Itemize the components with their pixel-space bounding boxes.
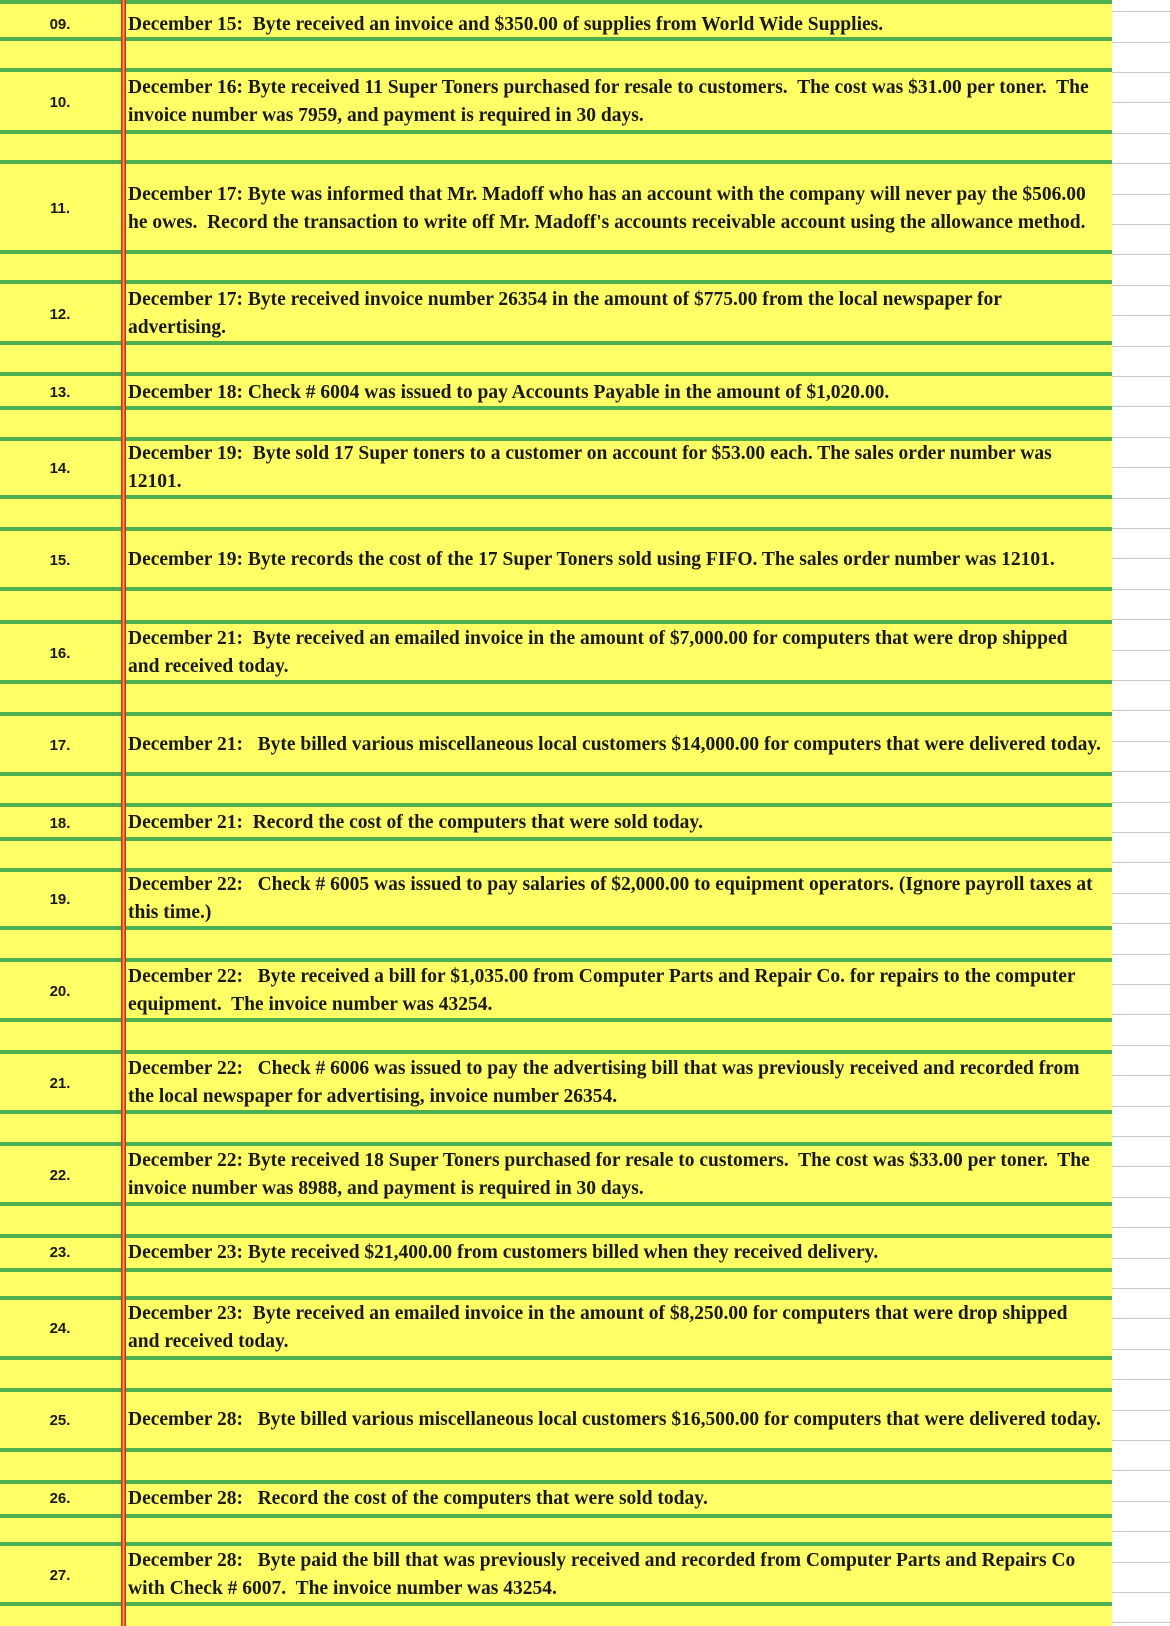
entry-text: December 21: Byte billed various miscellaneous local customers $14,000.00 for computers that were delivered today. xyxy=(128,734,1101,755)
entry-text: December 17: Byte received invoice number 26354 in the amount of $775.00 from the local newspaper for advertising. xyxy=(128,289,1007,338)
cell-gridline xyxy=(1112,254,1170,255)
cell-gridline xyxy=(1112,710,1170,711)
cell-gridline xyxy=(1112,1166,1170,1167)
entry-number: 17. xyxy=(49,736,71,754)
row-separator xyxy=(0,1268,1112,1272)
entry-text: December 22: Byte received 18 Super Toners purchased for resale to customers. The cost was $33.00 per toner. The invoice number was 8988, and payment is required in 30 days. xyxy=(128,1150,1095,1199)
cell-gridline xyxy=(1112,406,1170,407)
cell-gridline xyxy=(1112,498,1170,499)
entry-text: December 23: Byte received $21,400.00 from customers billed when they received delivery. xyxy=(128,1241,879,1263)
cell-gridline xyxy=(1112,862,1170,863)
cell-gridline xyxy=(1112,1288,1170,1289)
entry-number: 23. xyxy=(49,1244,71,1261)
cell-gridline xyxy=(1112,1106,1170,1107)
cell-gridline xyxy=(1112,1349,1170,1350)
entry-text: December 22: Byte received a bill for $1,035.00 from Computer Parts and Repair Co. for repairs to the computer equipment. The invoice number was 43254. xyxy=(128,966,1081,1015)
list-item xyxy=(0,962,1112,1020)
cell-gridline xyxy=(1112,1258,1170,1259)
cell-gridline xyxy=(1112,832,1170,833)
entry-number: 18. xyxy=(49,814,71,832)
cell-gridline xyxy=(1112,72,1170,73)
cell-gridline xyxy=(1112,1501,1170,1502)
list-item xyxy=(0,1146,1112,1204)
list-item xyxy=(0,73,1112,131)
cell-gridline xyxy=(1112,1531,1170,1532)
cell-gridline xyxy=(1112,1379,1170,1380)
cell-gridline xyxy=(1112,1136,1170,1137)
entry-number: 16. xyxy=(49,644,71,662)
entry-number: 24. xyxy=(49,1319,71,1337)
entry-number: 11. xyxy=(49,200,71,217)
cell-gridline xyxy=(1112,680,1170,681)
entry-number: 15. xyxy=(49,551,71,569)
entry-number: 13. xyxy=(49,384,71,401)
cell-gridline xyxy=(1112,619,1170,620)
entry-text: December 18: Check # 6004 was issued to pay Accounts Payable in the amount of $1,020.00. xyxy=(128,381,890,403)
cell-gridline xyxy=(1112,589,1170,590)
list-item xyxy=(0,1483,1112,1514)
list-item xyxy=(0,439,1112,497)
list-item xyxy=(0,1054,1112,1112)
cell-gridline xyxy=(1112,650,1170,651)
cell-gridline xyxy=(1112,346,1170,347)
entry-number: 22. xyxy=(49,1166,71,1184)
entry-number: 12. xyxy=(49,305,71,323)
entry-text: December 21: Byte received an emailed invoice in the amount of $7,000.00 for computers that were drop shipped and received today. xyxy=(128,628,1073,677)
cell-gridline xyxy=(1112,954,1170,955)
cell-gridline xyxy=(1112,741,1170,742)
entry-text: December 28: Byte paid the bill that was previously received and recorded from Computer Parts and Repairs Co with Check # 6007. The invoice number was 43254. xyxy=(128,1550,1081,1599)
cell-gridline xyxy=(1112,1622,1170,1623)
list-item xyxy=(0,165,1112,252)
entry-text: December 15: Byte received an invoice and $350.00 of supplies from World Wide Supplies. xyxy=(128,13,884,35)
entry-text: December 19: Byte records the cost of the 17 Super Toners sold using FIFO. The sales order number was 12101. xyxy=(128,549,1055,570)
cell-gridline xyxy=(1112,11,1170,12)
cell-gridline xyxy=(1112,1318,1170,1319)
entry-number: 14. xyxy=(49,459,71,477)
list-item xyxy=(0,1546,1112,1604)
cell-gridline xyxy=(1112,102,1170,103)
list-item xyxy=(0,807,1112,839)
row-separator xyxy=(0,68,1112,72)
margin-line xyxy=(121,0,126,1626)
cell-gridline xyxy=(1112,1410,1170,1411)
cell-gridline xyxy=(1112,1440,1170,1441)
entry-number: 10. xyxy=(49,93,71,111)
cell-gridline xyxy=(1112,1470,1170,1471)
cell-gridline xyxy=(1112,1562,1170,1563)
list-item xyxy=(0,531,1112,589)
entry-number: 27. xyxy=(49,1566,71,1584)
list-item xyxy=(0,1237,1112,1268)
entry-text: December 28: Record the cost of the computers that were sold today. xyxy=(128,1487,708,1509)
cell-gridline xyxy=(1112,893,1170,894)
entry-text: December 28: Byte billed various miscellaneous local customers $16,500.00 for computers that were delivered today. xyxy=(128,1409,1101,1430)
cell-gridline xyxy=(1112,194,1170,195)
entry-text: December 16: Byte received 11 Super Toners purchased for resale to customers. The cost was $31.00 per toner. The invoice number was 7959, and payment is required in 30 days. xyxy=(128,77,1094,126)
entry-number: 09. xyxy=(49,16,71,33)
cell-gridline xyxy=(1112,1197,1170,1198)
cell-gridline xyxy=(1112,1227,1170,1228)
entry-number: 25. xyxy=(49,1411,71,1429)
entry-text: December 23: Byte received an emailed invoice in the amount of $8,250.00 for computers that were drop shipped and received today. xyxy=(128,1303,1073,1352)
entry-text: December 21: Record the cost of the computers that were sold today. xyxy=(128,812,703,833)
cell-gridline xyxy=(1112,802,1170,803)
cell-gridline xyxy=(1112,315,1170,316)
cell-gridline xyxy=(1112,1592,1170,1593)
cell-gridline xyxy=(1112,437,1170,438)
list-item xyxy=(0,377,1112,408)
entry-number: 19. xyxy=(49,890,71,908)
row-separator xyxy=(0,372,1112,376)
cell-gridline xyxy=(1112,558,1170,559)
list-item xyxy=(0,1391,1112,1449)
cell-gridline xyxy=(1112,528,1170,529)
row-separator xyxy=(0,1514,1112,1518)
entry-text: December 19: Byte sold 17 Super toners to a customer on account for $53.00 each. The sales order number was 12101. xyxy=(128,443,1057,492)
cell-gridline xyxy=(1112,771,1170,772)
list-item xyxy=(0,1299,1112,1357)
cell-gridline xyxy=(1112,1045,1170,1046)
entry-text: December 17: Byte was informed that Mr. Madoff who has an account with the company will never pay the $506.00 he owes. Record the transaction to write off Mr. Madoff's accounts receivable account using the allowance method. xyxy=(128,183,1091,233)
cell-gridline xyxy=(1112,224,1170,225)
row-separator xyxy=(0,280,1112,284)
cell-gridline xyxy=(1112,42,1170,43)
list-item xyxy=(0,285,1112,343)
cell-gridline xyxy=(1112,1075,1170,1076)
cell-gridline xyxy=(1112,376,1170,377)
cell-gridline xyxy=(1112,1014,1170,1015)
entry-number: 26. xyxy=(49,1490,71,1507)
list-item xyxy=(0,716,1112,774)
cell-gridline xyxy=(1112,923,1170,924)
list-item xyxy=(0,870,1112,928)
cell-gridline xyxy=(1112,467,1170,468)
entry-number: 20. xyxy=(49,982,71,1000)
list-item xyxy=(0,0,1112,49)
cell-gridline xyxy=(1112,285,1170,286)
row-separator xyxy=(0,160,1112,164)
list-item xyxy=(0,624,1112,682)
entry-text: December 22: Check # 6005 was issued to pay salaries of $2,000.00 to equipment operators. (Ignore payroll taxes at this time.) xyxy=(128,874,1098,923)
cell-gridline xyxy=(1112,133,1170,134)
cell-gridline xyxy=(1112,163,1170,164)
entry-number: 21. xyxy=(49,1074,71,1092)
cell-gridline xyxy=(1112,984,1170,985)
entry-text: December 22: Check # 6006 was issued to pay the advertising bill that was previously received and recorded from the local newspaper for advertising, invoice number 26354. xyxy=(128,1058,1085,1107)
